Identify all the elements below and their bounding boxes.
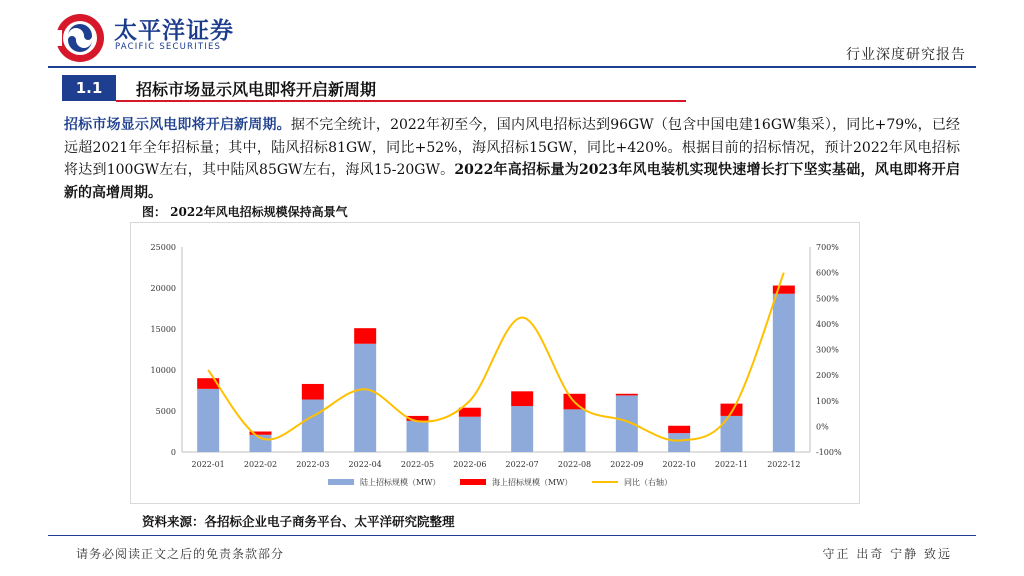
legend-label-onshore: 陆上招标规模（MW） (360, 478, 441, 487)
y-tick-right: 500% (816, 294, 839, 304)
bar-onshore (511, 406, 533, 452)
body-paragraph (64, 114, 960, 204)
figure-title: 图： 2022年风电招标规模保持高景气 (142, 205, 348, 219)
chart-frame (131, 223, 860, 504)
report-type-label: 行业深度研究报告 (846, 47, 966, 63)
body-lead: 招标市场显示风电即将开启新周期。 (64, 117, 291, 133)
x-tick-label: 2022-08 (557, 460, 592, 469)
y-tick-right: 700% (816, 243, 839, 252)
x-tick-label: 2022-11 (714, 460, 749, 469)
bar-offshore (511, 391, 533, 406)
section-number: 1.1 (62, 75, 116, 101)
header-divider (48, 66, 976, 68)
y-tick-left: 20000 (150, 284, 176, 293)
wind-tender-chart (130, 222, 860, 504)
x-tick-label: 2022-02 (243, 460, 278, 469)
y-tick-left: 5000 (155, 407, 176, 416)
y-tick-left: 10000 (150, 366, 176, 375)
y-tick-left: 0 (170, 448, 176, 457)
figure-source: 资料来源：各招标企业电子商务平台、太平洋研究院整理 (142, 514, 455, 529)
x-tick-label: 2022-09 (610, 460, 644, 469)
bar-onshore (564, 409, 586, 452)
legend-label-offshore: 海上招标规模（MW） (492, 478, 573, 487)
bar-onshore (459, 417, 481, 452)
footer-disclaimer: 请务必阅读正文之后的免责条款部分 (76, 547, 285, 561)
section-title: 招标市场显示风电即将开启新周期 (136, 80, 377, 99)
y-tick-left: 15000 (150, 325, 176, 334)
bar-offshore (668, 426, 690, 433)
x-tick-label: 2022-07 (505, 460, 539, 469)
bar-offshore (616, 394, 638, 396)
bar-offshore (459, 408, 481, 417)
body-conclusion: 2022年高招标量为2023年风电装机实现快速增长打下坚实基础，风电即将开启新的高增周期。 (64, 162, 960, 201)
brand-name-en: PACIFIC SECURITIES (115, 42, 222, 52)
legend-label-yoy: 同比（右轴） (624, 478, 672, 487)
bar-offshore (302, 384, 324, 400)
y-tick-right: -100% (816, 448, 842, 457)
legend-swatch-onshore (328, 479, 354, 485)
section-divider (116, 100, 686, 102)
body-text: 据不完全统计，2022年初至今，国内风电招标达到96GW（包含中国电建16GW集采），同比+79%，已经远超2021年全年招标量；其中，陆风招标81GW，同比+52%，海风招标15GW，同比+420%。根据目前的招标情况，预计2022年风电招标将达到100GW左右，其中陆风85GW左右，海风15-20GW。 (64, 117, 961, 178)
x-tick-label: 2022-04 (348, 460, 382, 469)
bar-offshore (354, 328, 376, 344)
footer-motto: 守正 出奇 宁静 致远 (822, 547, 952, 561)
bar-onshore (302, 400, 324, 452)
pacific-securities-logo-icon (50, 10, 110, 65)
x-tick-label: 2022-01 (191, 460, 225, 469)
legend-swatch-offshore (460, 479, 486, 485)
bar-onshore (407, 421, 429, 452)
y-tick-right: 400% (816, 319, 839, 329)
bar-onshore (197, 389, 219, 452)
x-tick-label: 2022-06 (453, 460, 487, 469)
y-tick-right: 200% (816, 371, 839, 381)
y-tick-right: 100% (816, 396, 839, 406)
y-tick-left: 25000 (150, 243, 176, 252)
x-tick-label: 2022-10 (662, 460, 696, 469)
footer-divider (48, 535, 976, 536)
bar-onshore (668, 433, 690, 452)
y-tick-right: 600% (816, 268, 839, 278)
bar-onshore (773, 294, 795, 452)
y-tick-right: 300% (816, 345, 839, 355)
brand-name-cn: 太平洋证券 (114, 18, 234, 44)
y-tick-right: 0% (816, 422, 829, 432)
chart-container (130, 222, 860, 504)
x-tick-label: 2022-05 (400, 460, 435, 469)
x-tick-label: 2022-12 (767, 460, 801, 469)
x-tick-label: 2022-03 (296, 460, 330, 469)
bar-onshore (354, 344, 376, 452)
